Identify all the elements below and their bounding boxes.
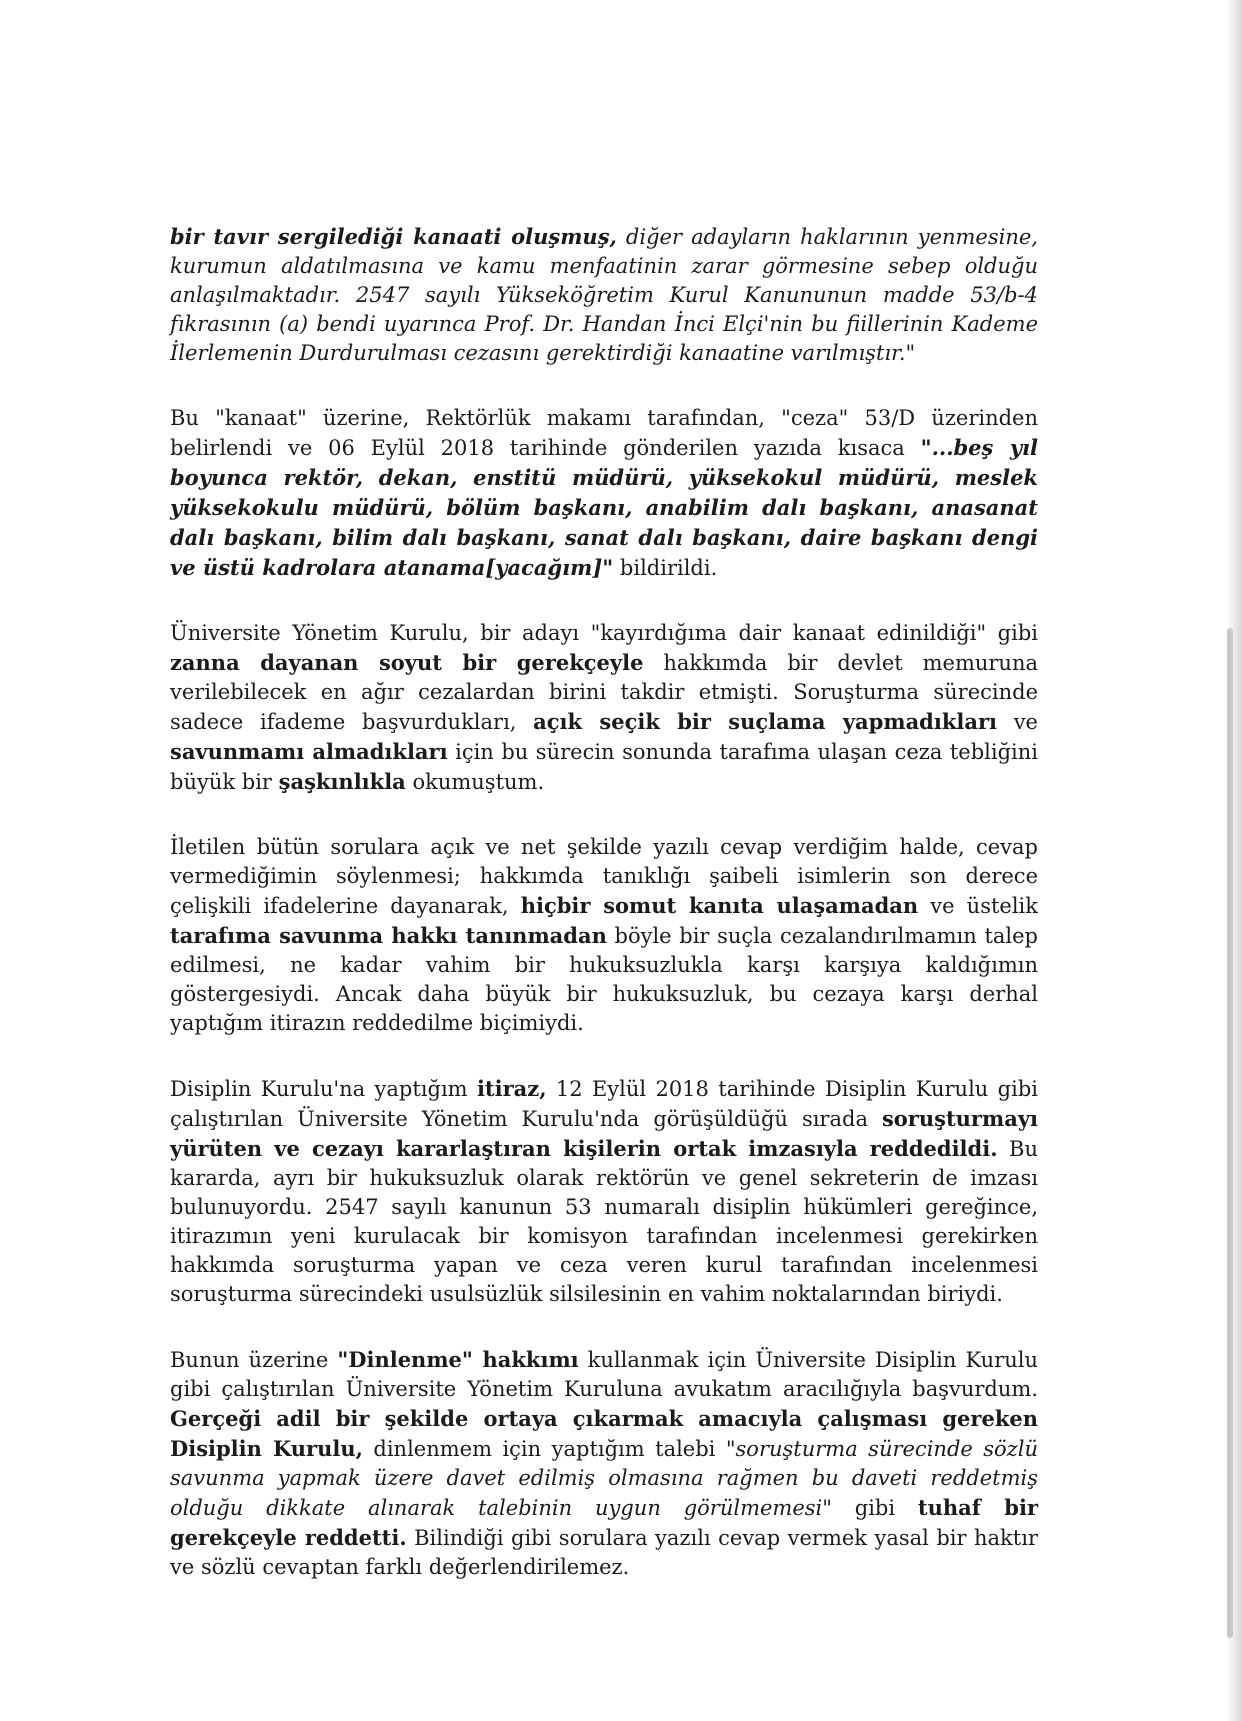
body-text: ve üstelik (918, 894, 1038, 918)
paragraph (170, 1345, 1038, 1582)
body-text: dinlenmem için yaptığım talebi (362, 1437, 726, 1461)
emphasized-text: "...beş yıl boyunca rektör, dekan, enstitü müdürü, yüksekokul müdürü, meslek yüksekokulu müdürü, bölüm başkanı, anabilim dalı başkanı, anasanat dalı başkanı, bilim dalı başkanı, sanat dalı başkanı, daire başkanı dengi ve üstü kadrolara atanama[yacağım]" (170, 435, 1038, 580)
body-text: Üniversite Yönetim Kurulu, bir adayı "kayırdığıma dair kanaat edinildiği" gibi (170, 621, 1038, 645)
body-text: "soruşturma sürecinde sözlü savunma yapmak üzere davet edilmiş olmasına rağmen bu daveti reddetmiş olduğu dikkate alınarak talebinin uygun görülmemesi" (170, 1437, 1038, 1520)
body-text: diğer adayların haklarının yenmesine, kurumun aldatılmasına ve kamu menfaatinin zarar görmesine sebep olduğu anlaşılmaktadır. 2547 sayılı Yükseköğretim Kurul Kanununun madde 53/b-4 fıkrasının (a) bendi uyarınca Prof. Dr. Handan İnci Elçi'nin bu fiillerinin Kademe İlerlemenin Durdurulması cezasını gerektirdiği kanaatine varılmıştır." (170, 225, 1038, 365)
body-text: İletilen bütün sorulara açık ve net şekilde yazılı cevap verdiğim halde, cevap vermediğimin söylenmesi; hakkımda tanıklığı şaibeli isimlerin son derece çelişkili ifadelerine dayanarak, (170, 835, 1038, 918)
emphasized-text: şaşkınlıkla (278, 769, 406, 794)
body-text: Disiplin Kurulu'na yaptığım (170, 1077, 477, 1101)
body-text: okumuştum. (405, 770, 545, 794)
emphasized-text: savunmamı almadıkları (170, 739, 448, 764)
body-text: hakkımda bir devlet memuruna verilebilecek en ağır cezalardan birini takdir etmişti. Soruşturma sürecinde sadece ifademe başvurdukları, (170, 651, 1038, 734)
body-text: Bilindiği gibi sorulara yazılı cevap vermek yasal bir haktır ve sözlü cevaptan farklı değerlendirilemez. (170, 1526, 1038, 1579)
paragraph (170, 404, 1038, 583)
scrollbar[interactable] (1227, 628, 1233, 1638)
body-text: Bu kararda, ayrı bir hukuksuzluk olarak rektörün ve genel sekreterin de imzası bulunuyordu. 2547 sayılı kanunun 53 numaralı disiplin hükümleri gereğince, itirazımın yeni kurulacak bir komisyon tarafından incelenmesi gerekirken hakkımda soruşturma yapan ve ceza veren kurul tarafından incelenmesi soruşturma sürecindeki usulsüzlük silsilesinin en vahim noktalarından biriydi. (170, 1137, 1038, 1306)
emphasized-text: tuhaf bir gerekçeyle reddetti. (170, 1495, 1039, 1550)
body-text: böyle bir suçla cezalandırılmamın talep edilmesi, ne kadar vahim bir hukuksuzlukla karşı karşıya kaldığımın göstergesiydi. Ancak daha büyük bir hukuksuzluk, bu cezaya karşı derhal yaptığım itirazın reddedilme biçimiydi. (170, 924, 1039, 1035)
body-text: gibi (831, 1496, 918, 1520)
paragraph (170, 833, 1038, 1038)
emphasized-text: "Dinlenme" hakkımı (337, 1347, 579, 1372)
paragraph (170, 1074, 1038, 1309)
body-text: ve (997, 710, 1038, 734)
emphasized-text: zanna dayanan soyut bir gerekçeyle (170, 650, 644, 675)
body-text: 12 Eylül 2018 tarihinde Disiplin Kurulu gibi çalıştırılan Üniversite Yönetim Kurulu'nda görüşüldüğü sırada (170, 1077, 1038, 1131)
body-text: Bunun üzerine (170, 1348, 338, 1372)
paragraph (170, 619, 1038, 797)
emphasized-text: tarafıma savunma hakkı tanınmadan (170, 923, 607, 948)
body-text: Bu "kanaat" üzerine, Rektörlük makamı tarafından, "ceza" 53/D üzerinden belirlendi ve 06 Eylül 2018 tarihinde gönderilen yazıda kısaca (170, 406, 1038, 460)
body-text: için bu sürecin sonunda tarafıma ulaşan ceza tebliğini büyük bir (170, 740, 1038, 794)
emphasized-text: bir tavır sergilediği kanaati oluşmuş, (170, 224, 617, 249)
paragraph (170, 222, 1038, 368)
emphasized-text: soruşturmayı yürüten ve cezayı kararlaştıran kişilerin ortak imzasıyla reddedildi. (170, 1106, 1038, 1161)
emphasized-text: Gerçeği adil bir şekilde ortaya çıkarmak amacıyla çalışması gereken Disiplin Kurulu, (170, 1406, 1038, 1461)
document-body (170, 222, 1038, 1582)
emphasized-text: hiçbir somut kanıta ulaşamadan (520, 893, 919, 918)
body-text: bildirildi. (613, 556, 718, 580)
emphasized-text: itiraz, (476, 1076, 547, 1101)
emphasized-text: açık seçik bir suçlama yapmadıkları (533, 709, 998, 734)
body-text: kullanmak için Üniversite Disiplin Kurulu gibi çalıştırılan Üniversite Yönetim Kuruluna avukatım aracılığıyla başvurdum. (170, 1348, 1038, 1401)
